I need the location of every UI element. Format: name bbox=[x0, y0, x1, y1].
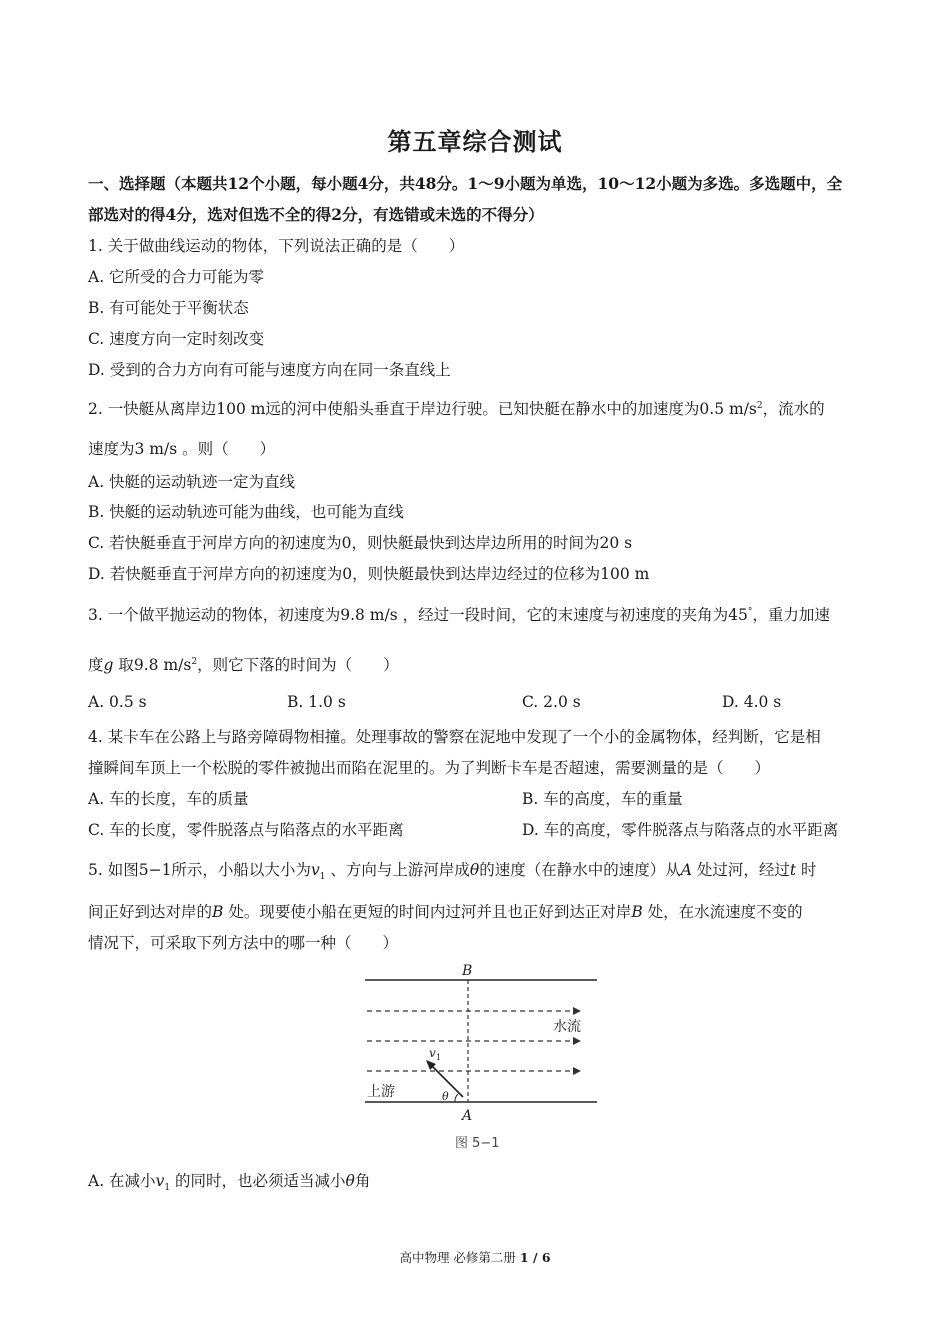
q3-stem2-b: 取9.8 m/s bbox=[113, 656, 192, 674]
river-crossing-figure bbox=[355, 960, 605, 1155]
q3-stem-text: 3. 一个做平抛运动的物体，初速度为9.8 m/s ，经过一段时间，它的末速度与初速度的夹角为45 bbox=[88, 606, 748, 624]
q3-stem-line2 bbox=[88, 653, 399, 675]
q2-option-b: B. 快艇的运动轨迹可能为曲线，也可能为直线 bbox=[88, 503, 404, 521]
q5-option-a-text1: A. 在减小 bbox=[88, 1172, 156, 1190]
q5-v-symbol: v bbox=[310, 861, 320, 879]
q3-superscript: 2 bbox=[191, 656, 198, 667]
q5-stem1-c: 的速度（在静水中的速度）从 bbox=[479, 861, 681, 879]
q5-option-a bbox=[88, 1169, 370, 1193]
q5-option-a-theta: θ bbox=[345, 1172, 355, 1190]
q1-option-c: C. 速度方向一定时刻改变 bbox=[88, 330, 265, 348]
q5-stem1-e: 时 bbox=[796, 861, 817, 879]
section-instructions-line1: 一、选择题（本题共12个小题，每小题4分，共48分。1～9小题为单选，10～12小题为多选。多选题中，全 bbox=[88, 174, 843, 193]
q2-superscript: 2 bbox=[756, 400, 763, 411]
q3-g-symbol: g bbox=[103, 656, 114, 674]
q3-option-c: C. 2.0 s bbox=[522, 693, 581, 711]
label-v-subscript: 1 bbox=[436, 1053, 442, 1062]
q1-option-a: A. 它所受的合力可能为零 bbox=[88, 268, 265, 286]
q1-stem: 1. 关于做曲线运动的物体，下列说法正确的是（ ） bbox=[88, 237, 465, 255]
q3-stem2-a: 度 bbox=[88, 656, 104, 674]
q4-option-d: D. 车的高度，零件脱落点与陷落点的水平距离 bbox=[522, 821, 839, 839]
q5-stem2-a: 间正好到达对岸的 bbox=[88, 903, 213, 921]
q5-point-b-2: B bbox=[631, 903, 643, 921]
q5-option-a-v: v bbox=[155, 1172, 165, 1190]
q5-point-a: A bbox=[680, 861, 692, 879]
q5-option-a-text3: 角 bbox=[354, 1172, 371, 1190]
label-upstream: 上游 bbox=[367, 1084, 395, 1100]
q2-option-d: D. 若快艇垂直于河岸方向的初速度为0，则快艇最快到达岸边经过的位移为100 m bbox=[88, 565, 650, 583]
page-title: 第五章综合测试 bbox=[387, 127, 563, 156]
q5-t-symbol: t bbox=[789, 861, 797, 879]
q4-stem-line2: 撞瞬间车顶上一个松脱的零件被抛出而陷在泥里的。为了判断卡车是否超速，需要测量的是（ ） bbox=[88, 759, 771, 777]
section-instructions-line2: 部选对的得4分，选对但选不全的得2分，有选错或未选的不得分） bbox=[88, 205, 544, 224]
flow-arrow-1 bbox=[573, 1007, 581, 1015]
q5-stem2-b: 处。现要使小船在更短的时间内过河并且也正好到达正对岸 bbox=[223, 903, 632, 921]
q3-stem-line1 bbox=[88, 603, 830, 625]
q5-stem1-b: 、方向与上游河岸成 bbox=[325, 861, 470, 879]
q2-stem-text: 2. 一快艇从离岸边100 m远的河中使船头垂直于岸边行驶。已知快艇在静水中的加速度为0.5 m/s bbox=[88, 400, 757, 418]
q3-stem-tail: ，重力加速 bbox=[752, 606, 830, 624]
q5-theta-symbol: θ bbox=[469, 861, 480, 879]
q5-stem-line2 bbox=[88, 900, 803, 922]
q3-stem2-c: ，则它下落的时间为（ ） bbox=[197, 656, 399, 674]
q5-stem2-c: 处，在水流速度不变的 bbox=[642, 903, 803, 921]
q5-option-a-sub: 1 bbox=[164, 1183, 171, 1194]
flow-arrow-2 bbox=[573, 1037, 581, 1045]
q1-option-d: D. 受到的合力方向有可能与速度方向在同一条直线上 bbox=[88, 361, 451, 379]
q2-option-c: C. 若快艇垂直于河岸方向的初速度为0，则快艇最快到达岸边所用的时间为20 s bbox=[88, 534, 633, 552]
q5-option-a-text2: 的同时，也必须适当减小 bbox=[170, 1172, 346, 1190]
q5-v-subscript: 1 bbox=[319, 872, 326, 883]
label-v: v bbox=[429, 1046, 436, 1060]
footer-text: 高中物理 必修第二册 bbox=[399, 1250, 520, 1265]
q3-option-a: A. 0.5 s bbox=[88, 693, 147, 711]
q3-option-b: B. 1.0 s bbox=[287, 693, 346, 711]
q4-stem-line1: 4. 某卡车在公路上与路旁障碍物相撞。处理事故的警察在泥地中发现了一个小的金属物体，经判断，它是相 bbox=[88, 728, 821, 746]
theta-arc bbox=[455, 1094, 458, 1102]
q5-stem-line1 bbox=[88, 858, 817, 882]
q2-stem-tail: ，流水的 bbox=[762, 400, 825, 418]
q3-option-d: D. 4.0 s bbox=[722, 693, 782, 711]
q3-degree: ° bbox=[747, 606, 753, 617]
label-b: B bbox=[462, 963, 473, 979]
q4-option-b: B. 车的高度，车的重量 bbox=[522, 790, 683, 808]
label-water-flow: 水流 bbox=[553, 1019, 581, 1035]
footer-page-number: 1 / 6 bbox=[519, 1250, 551, 1265]
q5-stem-line3: 情况下，可采取下列方法中的哪一种（ ） bbox=[88, 934, 399, 952]
label-theta: θ bbox=[442, 1090, 449, 1103]
q4-option-c: C. 车的长度，零件脱落点与陷落点的水平距离 bbox=[88, 821, 404, 839]
q5-point-b: B bbox=[212, 903, 224, 921]
q5-stem1-a: 5. 如图5−1所示，小船以大小为 bbox=[88, 861, 311, 879]
q1-option-b: B. 有可能处于平衡状态 bbox=[88, 299, 249, 317]
q2-stem-line2: 速度为3 m/s 。则（ ） bbox=[88, 440, 276, 458]
figure-caption: 图 5−1 bbox=[455, 1136, 500, 1151]
label-a: A bbox=[462, 1108, 473, 1124]
q2-stem-line1 bbox=[88, 397, 825, 419]
q2-option-a: A. 快艇的运动轨迹一定为直线 bbox=[88, 473, 296, 491]
page-footer bbox=[0, 1248, 950, 1266]
flow-arrow-3 bbox=[573, 1067, 581, 1075]
q5-stem1-d: 处过河，经过 bbox=[691, 861, 790, 879]
q4-option-a: A. 车的长度，车的质量 bbox=[88, 790, 249, 808]
